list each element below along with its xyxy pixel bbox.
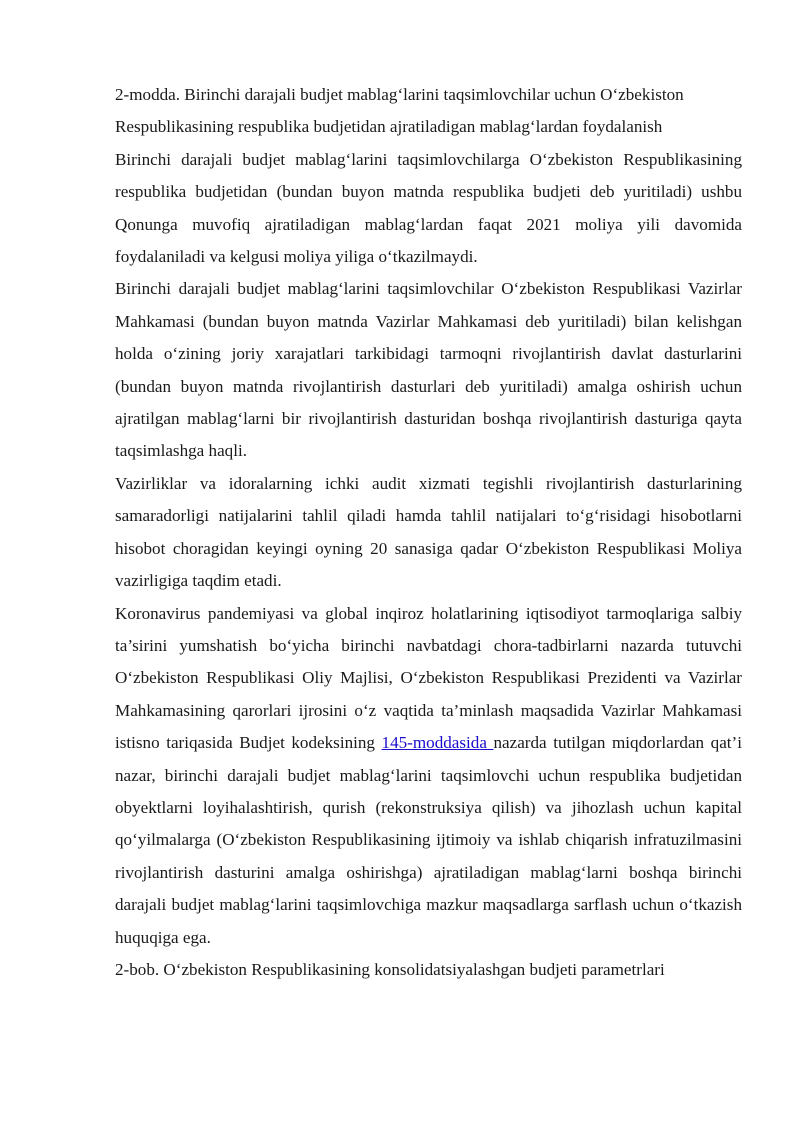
paragraph-4 bbox=[115, 598, 742, 954]
chapter-heading: 2-bob. O‘zbekiston Respublikasining konsolidatsiyalashgan budjeti parametrlari bbox=[115, 959, 665, 979]
article-heading: 2-modda. Birinchi darajali budjet mablag‘larini taqsimlovchilar uchun O‘zbekiston Respublikasining respublika budjetidan ajratiladigan mablag‘lardan foydalanish bbox=[115, 85, 684, 137]
paragraph-3: Vazirliklar va idoralarning ichki audit xizmati tegishli rivojlantirish dasturlarining samaradorligi natijalarini tahlil qiladi hamda tahlil natijalari to‘g‘risidagi hisobotlarni hisobot choragidan keyingi oyning 20 sanasiga qadar O‘zbekiston Respublikasi Moliya vazirligiga taqdim etadi. bbox=[115, 473, 742, 591]
paragraph-1: Birinchi darajali budjet mablag‘larini taqsimlovchilarga O‘zbekiston Respublikasining respublika budjetidan (bundan buyon matnda respublika budjeti deb yuritiladi) ushbu Qonunga muvofiq ajratiladigan mablag‘lardan faqat 2021 moliya yili davomida foydalaniladi va kelgusi moliya yiliga o‘tkazilmaydi. bbox=[115, 149, 742, 267]
paragraph-4-after-link: nazarda tutilgan miqdorlardan qat’i nazar, birinchi darajali budjet mablag‘larini taqsimlovchi uchun respublika budjetidan obyektlarni loyihalashtirish, qurish (rekonstruksiya qilish) va jihozlash uchun kapital qo‘yilmalarga (O‘zbekiston Respublikasining ijtimoiy va ishlab chiqarish infratuzilmasini rivojlantirish dasturini amalga oshirishga) ajratiladigan mablag‘larni boshqa birinchi darajali budjet mablag‘larini taqsimlovchiga mazkur maqsadlarga sarflash uchun o‘tkazish huquqiga ega. bbox=[115, 733, 742, 947]
paragraph-4-before-link: Koronavirus pandemiyasi va global inqiroz holatlarining iqtisodiyot tarmoqlariga salbiy ta’sirini yumshatish bo‘yicha birinchi navbatdagi chora-tadbirlarni nazarda tutuvchi O‘zbekiston Respublikasi Oliy Majlisi, O‘zbekiston Respublikasi Prezidenti va Vazirlar Mahkamasining qarorlari ijrosini o‘z vaqtida ta’minlash maqsadida Vazirlar Mahkamasi istisno tariqasida Budjet kodeksining bbox=[115, 603, 742, 753]
article-145-link[interactable]: 145-moddasida bbox=[381, 733, 494, 753]
paragraph-2: Birinchi darajali budjet mablag‘larini taqsimlovchilar O‘zbekiston Respublikasi Vazirlar Mahkamasi (bundan buyon matnda Vazirlar Mahkamasi deb yuritiladi) bilan kelishgan holda o‘zining joriy xarajatlari tarkibidagi tarmoqni rivojlantirish davlat dasturlarini (bundan buyon matnda rivojlantirish dasturlari deb yuritiladi) amalga oshirish uchun ajratilgan mablag‘larni bir rivojlantirish dasturidan boshqa rivojlantirish dasturiga qayta taqsimlashga haqli. bbox=[115, 279, 742, 461]
document-page bbox=[115, 79, 742, 986]
